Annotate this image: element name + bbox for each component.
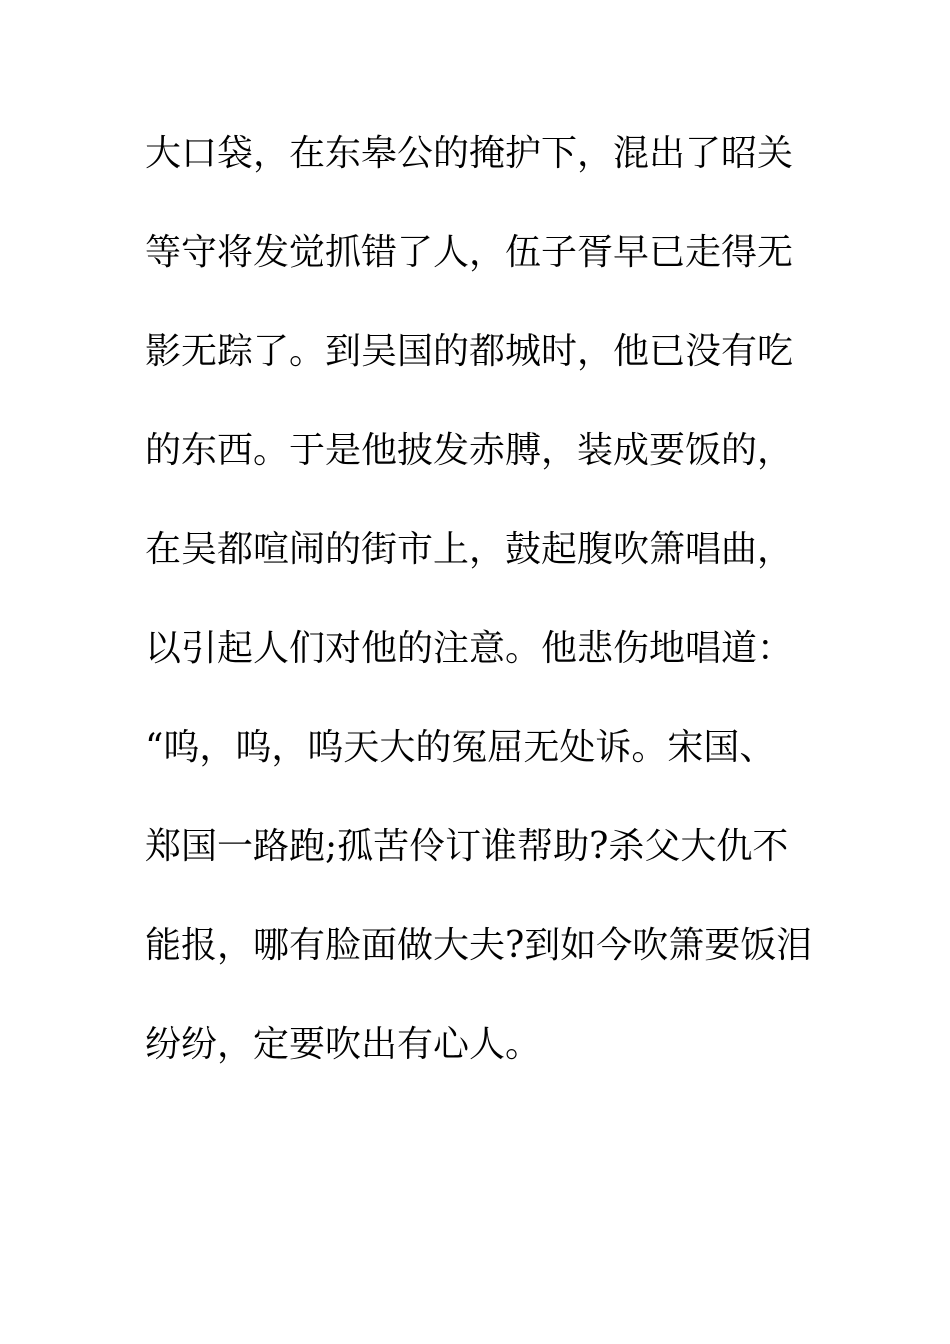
text-line: 等守将发觉抓错了人，伍子胥早已走得无 — [145, 232, 794, 273]
text-line: 大口袋，在东皋公的掩护下，混出了昭关 — [145, 133, 794, 174]
text-line: 纷纷，定要吹出有心人。 — [145, 1024, 542, 1065]
text-line: “呜，呜，呜天大的冤屈无处诉。宋国、 — [145, 727, 776, 768]
body-text — [145, 128, 825, 1118]
text-line: 的东西。于是他披发赤膊，装成要饭的， — [145, 430, 794, 471]
text-line: 能报，哪有脸面做大夫?到如今吹箫要饭泪 — [145, 925, 813, 966]
text-line: 在吴都喧闹的街市上，鼓起腹吹箫唱曲， — [145, 529, 794, 570]
text-line: 影无踪了。到吴国的都城时，他已没有吃 — [145, 331, 794, 372]
text-line: 以引起人们对他的注意。他悲伤地唱道： — [145, 628, 794, 669]
text-line: 郑国一路跑;孤苦伶订谁帮助?杀父大仇不 — [145, 826, 789, 867]
